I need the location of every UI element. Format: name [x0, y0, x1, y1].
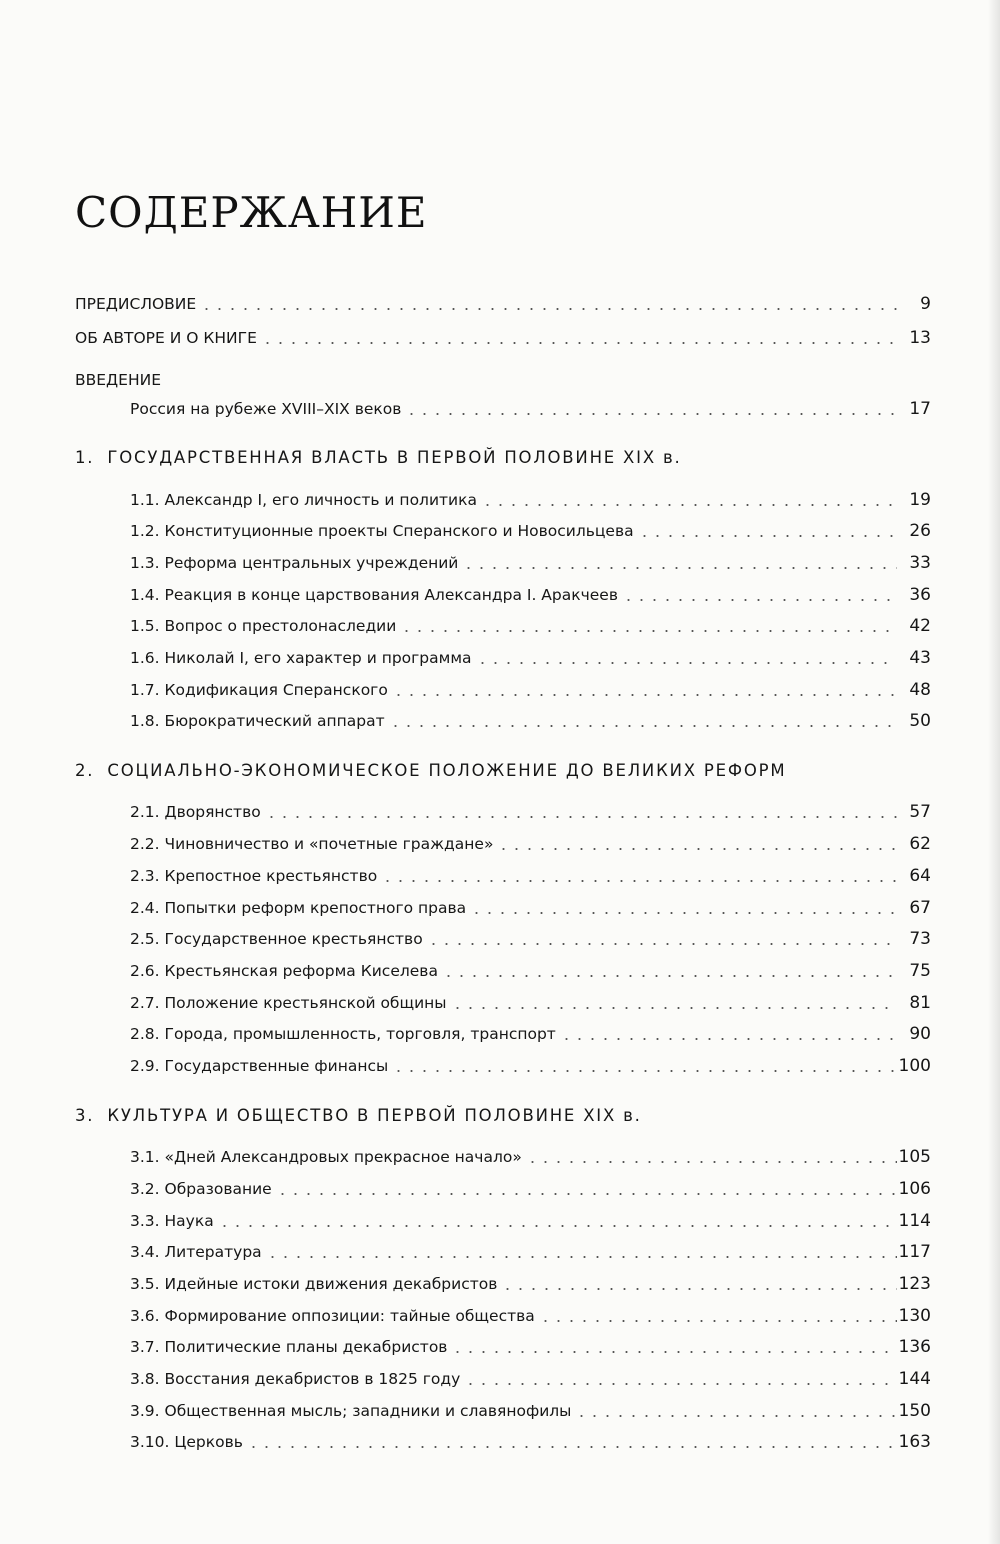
toc-entry-3-10[interactable]: [130, 1422, 931, 1452]
toc-entry-label: 3.4. Литература: [130, 1243, 262, 1261]
chapter-title: ГОСУДАРСТВЕННАЯ ВЛАСТЬ В ПЕРВОЙ ПОЛОВИНЕ XIX в.: [107, 448, 682, 467]
toc-entry-page: 117: [898, 1242, 931, 1262]
toc-entry-page: 17: [909, 399, 931, 419]
toc-entry-label: 2.8. Города, промышленность, торговля, транспорт: [130, 1025, 556, 1043]
toc-entry-label: 3.3. Наука: [130, 1212, 214, 1230]
toc-entry-label: 1.7. Кодификация Сперанского: [130, 681, 388, 699]
dot-leader: [464, 1372, 896, 1386]
toc-entry-label: ПРЕДИСЛОВИЕ: [75, 295, 197, 313]
dot-leader: [381, 869, 897, 883]
toc-entry-2-1[interactable]: [130, 792, 931, 822]
dot-leader: [392, 683, 897, 697]
dot-leader: [389, 714, 897, 728]
toc-entry-label: ОБ АВТОРЕ И О КНИГЕ: [75, 329, 257, 347]
chapter-title: СОЦИАЛЬНО-ЭКОНОМИЧЕСКОЕ ПОЛОЖЕНИЕ ДО ВЕЛИКИХ РЕФОРМ: [107, 761, 787, 780]
toc-entry-page: 150: [898, 1401, 931, 1421]
toc-entry-3-2[interactable]: [130, 1169, 931, 1199]
toc-entry-label: 1.3. Реформа центральных учреждений: [130, 554, 459, 572]
toc-entry-page: 19: [909, 490, 931, 510]
dot-leader: [276, 1182, 897, 1196]
dot-leader: [470, 901, 897, 915]
toc-entry-label: 3.8. Восстания декабристов в 1825 году: [130, 1370, 461, 1388]
toc-entry-3-6[interactable]: [130, 1296, 931, 1326]
dot-leader: [392, 1059, 896, 1073]
toc-entry-page: 105: [898, 1147, 931, 1167]
toc-entry-page: 50: [909, 711, 931, 731]
dot-leader: [476, 651, 897, 665]
dot-leader: [501, 1277, 896, 1291]
toc-entry-1-7[interactable]: [130, 670, 931, 700]
dot-leader: [405, 402, 897, 416]
dot-leader: [427, 932, 897, 946]
toc-heading-introduction[interactable]: ВВЕДЕНИЕ: [75, 371, 162, 389]
dot-leader: [218, 1214, 897, 1228]
toc-entry-page: 62: [909, 834, 931, 854]
toc-entry-2-5[interactable]: [130, 919, 931, 949]
toc-entry-3-9[interactable]: [130, 1391, 931, 1421]
dot-leader: [622, 588, 897, 602]
chapter-title: КУЛЬТУРА И ОБЩЕСТВО В ПЕРВОЙ ПОЛОВИНЕ XIX в.: [107, 1106, 642, 1125]
toc-entry-label: 2.5. Государственное крестьянство: [130, 930, 423, 948]
toc-entry-label: 2.4. Попытки реформ крепостного права: [130, 899, 467, 917]
toc-entry-label: 3.5. Идейные истоки движения декабристов: [130, 1275, 498, 1293]
toc-entry-3-1[interactable]: [130, 1137, 931, 1167]
toc-entry-3-7[interactable]: [130, 1327, 931, 1357]
toc-entry-1-5[interactable]: [130, 606, 931, 636]
chapter-number: 2.: [75, 761, 95, 780]
toc-entry-3-8[interactable]: [130, 1359, 931, 1389]
toc-entry-1-4[interactable]: [130, 575, 931, 605]
toc-entry-label: 1.6. Николай I, его характер и программа: [130, 649, 472, 667]
toc-entry-2-8[interactable]: [130, 1014, 931, 1044]
toc-entry-label: 3.1. «Дней Александровых прекрасное начало»: [130, 1148, 522, 1166]
toc-entry-2-4[interactable]: [130, 888, 931, 918]
toc-entry-page: 123: [898, 1274, 931, 1294]
chapter-2-heading[interactable]: [75, 761, 931, 780]
toc-entry-page: 73: [909, 929, 931, 949]
toc-entry-label: 2.6. Крестьянская реформа Киселева: [130, 962, 438, 980]
toc-entry-label: 2.9. Государственные финансы: [130, 1057, 389, 1075]
toc-entry-about-author[interactable]: [75, 318, 931, 348]
toc-entry-label: 1.4. Реакция в конце царствования Александра I. Аракчеев: [130, 586, 618, 604]
toc-entry-page: 33: [909, 553, 931, 573]
toc-entry-1-1[interactable]: [130, 480, 931, 510]
toc-entry-page: 57: [909, 802, 931, 822]
toc-entry-2-6[interactable]: [130, 951, 931, 981]
dot-leader: [266, 1245, 897, 1259]
dot-leader: [526, 1150, 897, 1164]
toc-entry-page: 114: [898, 1211, 931, 1231]
toc-entry-page: 43: [909, 648, 931, 668]
dot-leader: [451, 996, 897, 1010]
toc-entry-label: 1.2. Конституционные проекты Сперанского и Новосильцева: [130, 522, 634, 540]
dot-leader: [261, 331, 897, 345]
dot-leader: [200, 297, 897, 311]
toc-entry-1-3[interactable]: [130, 543, 931, 573]
toc-entry-3-5[interactable]: [130, 1264, 931, 1294]
dot-leader: [442, 964, 897, 978]
toc-entry-page: 64: [909, 866, 931, 886]
toc-entry-page: 81: [909, 993, 931, 1013]
toc-entry-label: 3.6. Формирование оппозиции: тайные общества: [130, 1307, 535, 1325]
toc-entry-page: 106: [898, 1179, 931, 1199]
toc-entry-page: 130: [898, 1306, 931, 1326]
dot-leader: [638, 524, 897, 538]
toc-entry-label: 1.5. Вопрос о престолонаследии: [130, 617, 397, 635]
toc-entry-page: 90: [909, 1024, 931, 1044]
toc-entry-page: 48: [909, 680, 931, 700]
toc-entry-label: 3.7. Политические планы декабристов: [130, 1338, 448, 1356]
toc-entry-label: 1.8. Бюрократический аппарат: [130, 712, 385, 730]
toc-entry-label: 3.10. Церковь: [130, 1433, 243, 1451]
toc-entry-label: 2.3. Крепостное крестьянство: [130, 867, 378, 885]
toc-entry-label: 1.1. Александр I, его личность и политика: [130, 491, 477, 509]
toc-entry-page: 100: [898, 1056, 931, 1076]
toc-entry-page: 13: [909, 328, 931, 348]
dot-leader: [481, 493, 897, 507]
dot-leader: [539, 1309, 897, 1323]
toc-entry-page: 144: [898, 1369, 931, 1389]
toc-entry-1-2[interactable]: [130, 511, 931, 541]
toc-entry-3-3[interactable]: [130, 1201, 931, 1231]
chapter-1-heading[interactable]: [75, 448, 931, 467]
toc-entry-preface[interactable]: [75, 284, 931, 314]
page-title: СОДЕРЖАНИЕ: [75, 188, 428, 237]
dot-leader: [462, 556, 897, 570]
toc-entry-label: 2.1. Дворянство: [130, 803, 261, 821]
toc-entry-2-7[interactable]: [130, 983, 931, 1013]
dot-leader: [400, 619, 897, 633]
toc-entry-2-9[interactable]: [130, 1046, 931, 1076]
toc-entry-2-3[interactable]: [130, 856, 931, 886]
toc-entry-3-4[interactable]: [130, 1232, 931, 1262]
toc-entry-1-6[interactable]: [130, 638, 931, 668]
toc-entry-page: 75: [909, 961, 931, 981]
toc-entry-1-8[interactable]: [130, 701, 931, 731]
dot-leader: [451, 1340, 896, 1354]
chapter-3-heading[interactable]: [75, 1106, 931, 1125]
toc-entry-label: 3.2. Образование: [130, 1180, 272, 1198]
toc-entry-label: 2.2. Чиновничество и «почетные граждане»: [130, 835, 494, 853]
toc-entry-label: 3.9. Общественная мысль; западники и славянофилы: [130, 1402, 572, 1420]
toc-entry-page: 36: [909, 585, 931, 605]
toc-entry-page: 67: [909, 898, 931, 918]
toc-entry-page: 42: [909, 616, 931, 636]
toc-entry-page: 9: [920, 294, 931, 314]
chapter-number: 3.: [75, 1106, 95, 1125]
dot-leader: [497, 837, 897, 851]
toc-entry-page: 163: [898, 1432, 931, 1452]
toc-entry-label: 2.7. Положение крестьянской общины: [130, 994, 447, 1012]
toc-entry-page: 26: [909, 521, 931, 541]
toc-entry-2-2[interactable]: [130, 824, 931, 854]
dot-leader: [575, 1404, 896, 1418]
dot-leader: [265, 805, 897, 819]
toc-entry-label: Россия на рубеже XVIII–XIX веков: [130, 400, 402, 418]
toc-entry-page: 136: [898, 1337, 931, 1357]
dot-leader: [247, 1435, 897, 1449]
toc-entry-intro-russia[interactable]: [130, 389, 931, 419]
chapter-number: 1.: [75, 448, 95, 467]
dot-leader: [560, 1027, 897, 1041]
